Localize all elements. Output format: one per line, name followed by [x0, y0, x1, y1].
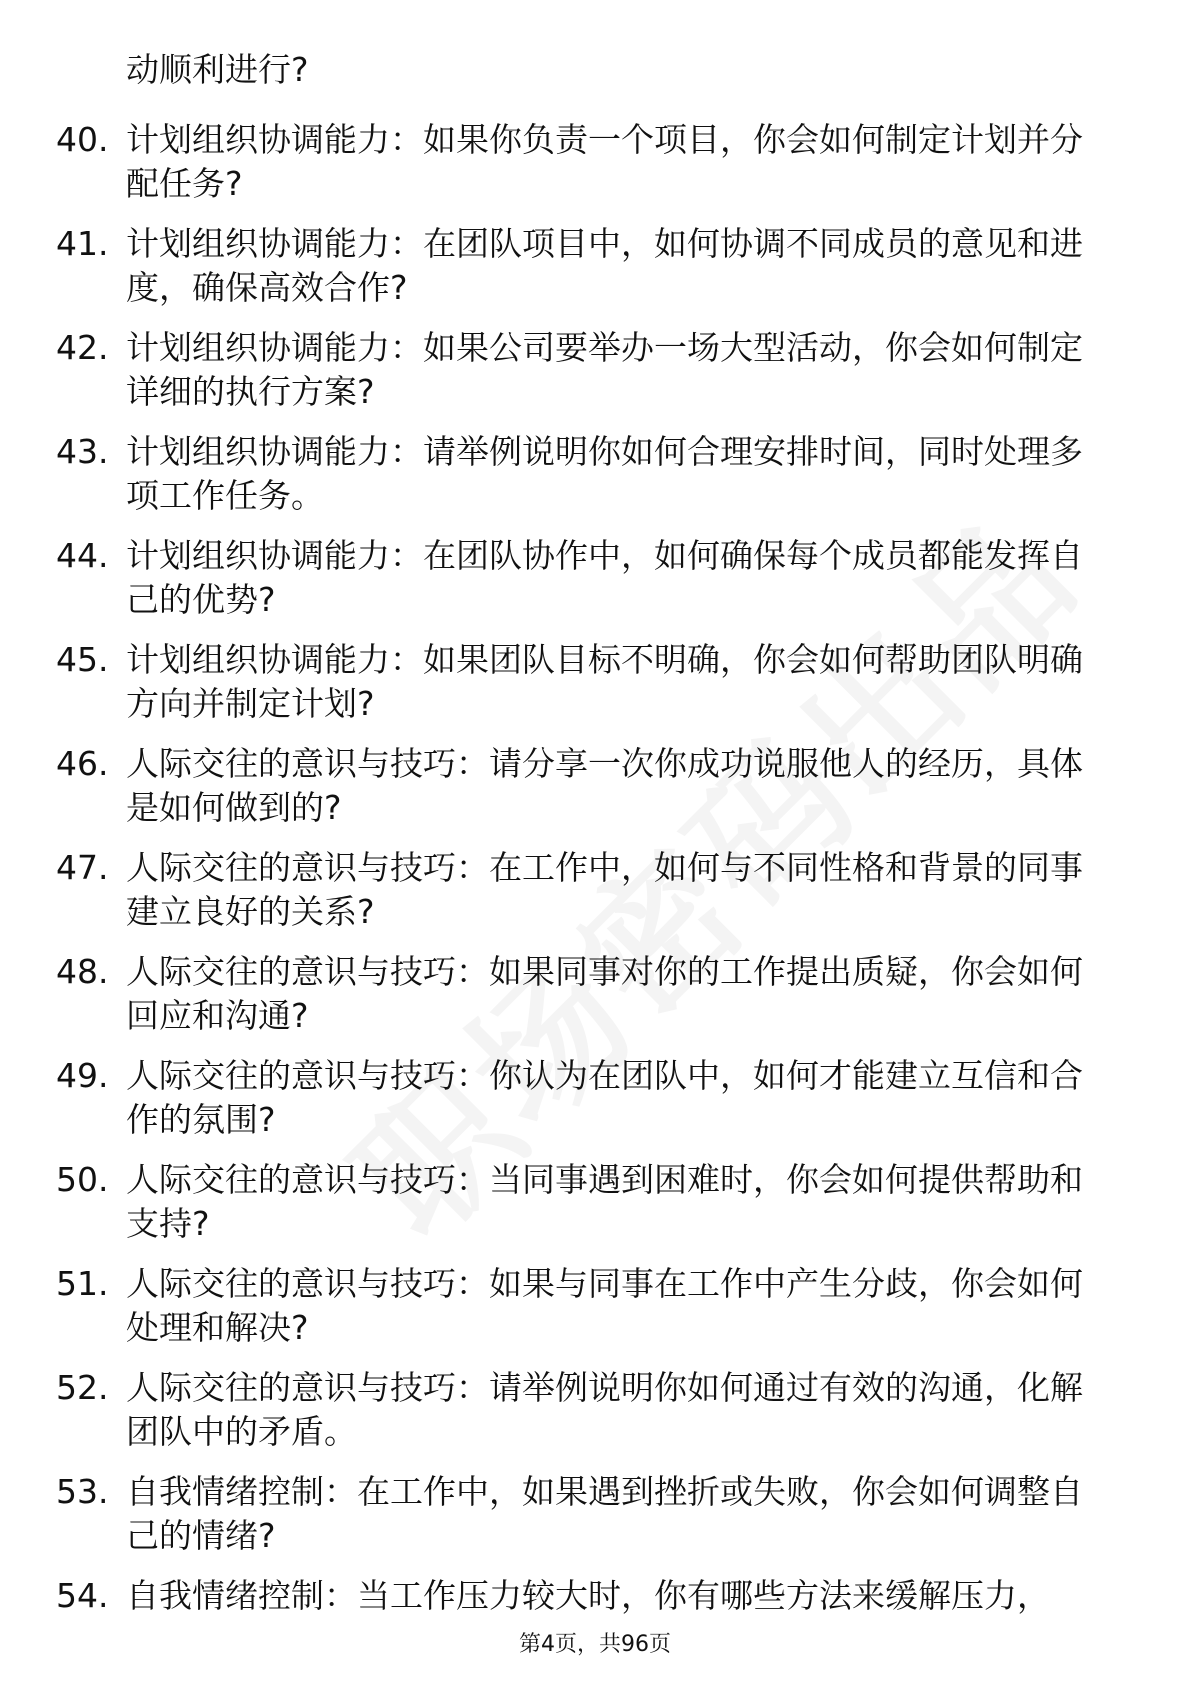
- list-item: [0, 846, 1190, 950]
- question-number: 48.: [56, 952, 109, 991]
- question-text: 自我情绪控制：在工作中，如果遇到挫折或失败，你会如何调整自己的情绪?: [126, 1472, 1083, 1555]
- list-item: [0, 638, 1190, 742]
- list-item: [0, 326, 1190, 430]
- question-number: 42.: [56, 328, 109, 367]
- list-item: [0, 534, 1190, 638]
- question-text: 人际交往的意识与技巧：如果同事对你的工作提出质疑，你会如何回应和沟通?: [126, 952, 1083, 1035]
- list-item: [0, 1366, 1190, 1470]
- list-item: [0, 950, 1190, 1054]
- list-item: [0, 742, 1190, 846]
- list-item: [0, 1054, 1190, 1158]
- question-text: 人际交往的意识与技巧：请举例说明你如何通过有效的沟通，化解团队中的矛盾。: [126, 1368, 1083, 1451]
- list-item: [0, 1574, 1190, 1678]
- question-number: 50.: [56, 1160, 109, 1199]
- question-number: 47.: [56, 848, 109, 887]
- list-item: [0, 222, 1190, 326]
- question-number: 41.: [56, 224, 109, 263]
- question-text: 计划组织协调能力：请举例说明你如何合理安排时间，同时处理多项工作任务。: [126, 432, 1083, 515]
- question-number: 49.: [56, 1056, 109, 1095]
- list-item: [0, 1158, 1190, 1262]
- question-number: 40.: [56, 120, 109, 159]
- question-text: 人际交往的意识与技巧：在工作中，如何与不同性格和背景的同事建立良好的关系?: [126, 848, 1083, 931]
- question-text: 人际交往的意识与技巧：你认为在团队中，如何才能建立互信和合作的氛围?: [126, 1056, 1083, 1139]
- question-text: 计划组织协调能力：在团队项目中，如何协调不同成员的意见和进度，确保高效合作?: [126, 224, 1083, 307]
- question-number: 51.: [56, 1264, 109, 1303]
- question-text: 计划组织协调能力：在团队协作中，如何确保每个成员都能发挥自己的优势?: [126, 536, 1083, 619]
- page-footer: 第4页，共96页: [519, 1632, 671, 1657]
- list-item: [0, 1470, 1190, 1574]
- question-number: 45.: [56, 640, 109, 679]
- question-text: 人际交往的意识与技巧：当同事遇到困难时，你会如何提供帮助和支持?: [126, 1160, 1083, 1243]
- question-number: 46.: [56, 744, 109, 783]
- question-text: 人际交往的意识与技巧：如果与同事在工作中产生分歧，你会如何处理和解决?: [126, 1264, 1083, 1347]
- question-text: 计划组织协调能力：如果你负责一个项目，你会如何制定计划并分配任务?: [126, 120, 1083, 203]
- question-number: 52.: [56, 1368, 109, 1407]
- question-list: [0, 118, 1190, 1678]
- question-number: 54.: [56, 1576, 109, 1615]
- continuation-text: 动顺利进行?: [126, 50, 309, 89]
- list-item: [0, 118, 1190, 222]
- list-item: [0, 430, 1190, 534]
- question-text: 自我情绪控制：当工作压力较大时，你有哪些方法来缓解压力，: [126, 1576, 1050, 1615]
- question-number: 43.: [56, 432, 109, 471]
- question-number: 44.: [56, 536, 109, 575]
- question-number: 53.: [56, 1472, 109, 1511]
- list-item: [0, 1262, 1190, 1366]
- question-text: 计划组织协调能力：如果团队目标不明确，你会如何帮助团队明确方向并制定计划?: [126, 640, 1083, 723]
- question-text: 人际交往的意识与技巧：请分享一次你成功说服他人的经历，具体是如何做到的?: [126, 744, 1083, 827]
- question-text: 计划组织协调能力：如果公司要举办一场大型活动，你会如何制定详细的执行方案?: [126, 328, 1083, 411]
